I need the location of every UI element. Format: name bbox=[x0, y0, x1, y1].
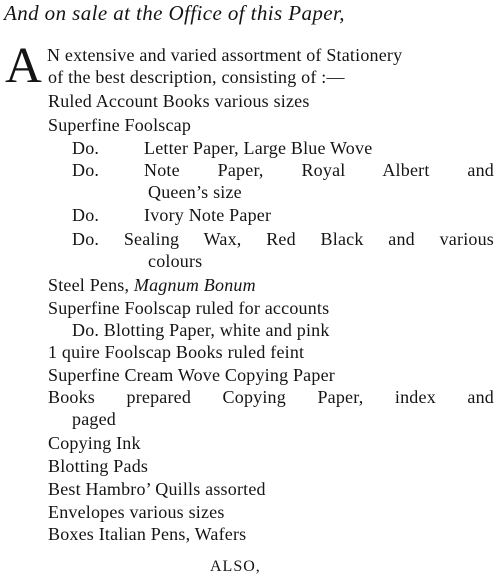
list-item: Superfine Cream Wove Copying Paper bbox=[48, 365, 335, 385]
list-item: Superfine Foolscap bbox=[48, 115, 192, 135]
drop-capital: A bbox=[5, 38, 42, 94]
list-item: Superfine Foolscap ruled for accounts bbox=[48, 298, 330, 318]
list-item: Do. Sealing Wax, Red Black and various bbox=[72, 229, 494, 249]
list-item: Books prepared Copying Paper, index and bbox=[48, 387, 494, 407]
list-item: 1 quire Foolscap Books ruled feint bbox=[48, 342, 305, 362]
list-item: Best Hambro’ Quills assorted bbox=[48, 479, 266, 499]
list-item: Ruled Account Books various sizes bbox=[48, 91, 310, 111]
list-item: Do. Blotting Paper, white and pink bbox=[72, 320, 330, 340]
list-item-continuation: colours bbox=[148, 251, 203, 271]
intro-line-2: of the best description, consisting of :— bbox=[48, 67, 345, 87]
intro-line-1: N extensive and varied assortment of Stationery bbox=[47, 45, 403, 65]
ditto-mark: Do. bbox=[72, 138, 100, 158]
brand-name: Magnum Bonum bbox=[133, 275, 256, 295]
list-item-continuation: Queen’s size bbox=[148, 182, 242, 202]
list-item: Boxes Italian Pens, Wafers bbox=[48, 524, 247, 544]
list-item bbox=[72, 137, 372, 159]
heading: And on sale at the Office of this Paper, bbox=[4, 1, 345, 25]
item-text: Steel Pens, bbox=[48, 275, 130, 295]
item-text: Note Paper, Royal Albert and bbox=[144, 160, 494, 180]
list-item bbox=[48, 274, 256, 296]
item-text: Ivory Note Paper bbox=[144, 205, 272, 225]
list-item: Blotting Pads bbox=[48, 456, 149, 476]
list-item bbox=[72, 204, 271, 226]
ditto-mark: Do. bbox=[72, 205, 100, 225]
footer-also: ALSO, bbox=[210, 558, 261, 575]
list-item: Copying Ink bbox=[48, 433, 141, 453]
item-text: Letter Paper, Large Blue Wove bbox=[144, 138, 373, 158]
ditto-mark: Do. bbox=[72, 160, 100, 180]
list-item-continuation: paged bbox=[72, 409, 116, 429]
list-item: Envelopes various sizes bbox=[48, 502, 225, 522]
list-item bbox=[72, 159, 494, 181]
